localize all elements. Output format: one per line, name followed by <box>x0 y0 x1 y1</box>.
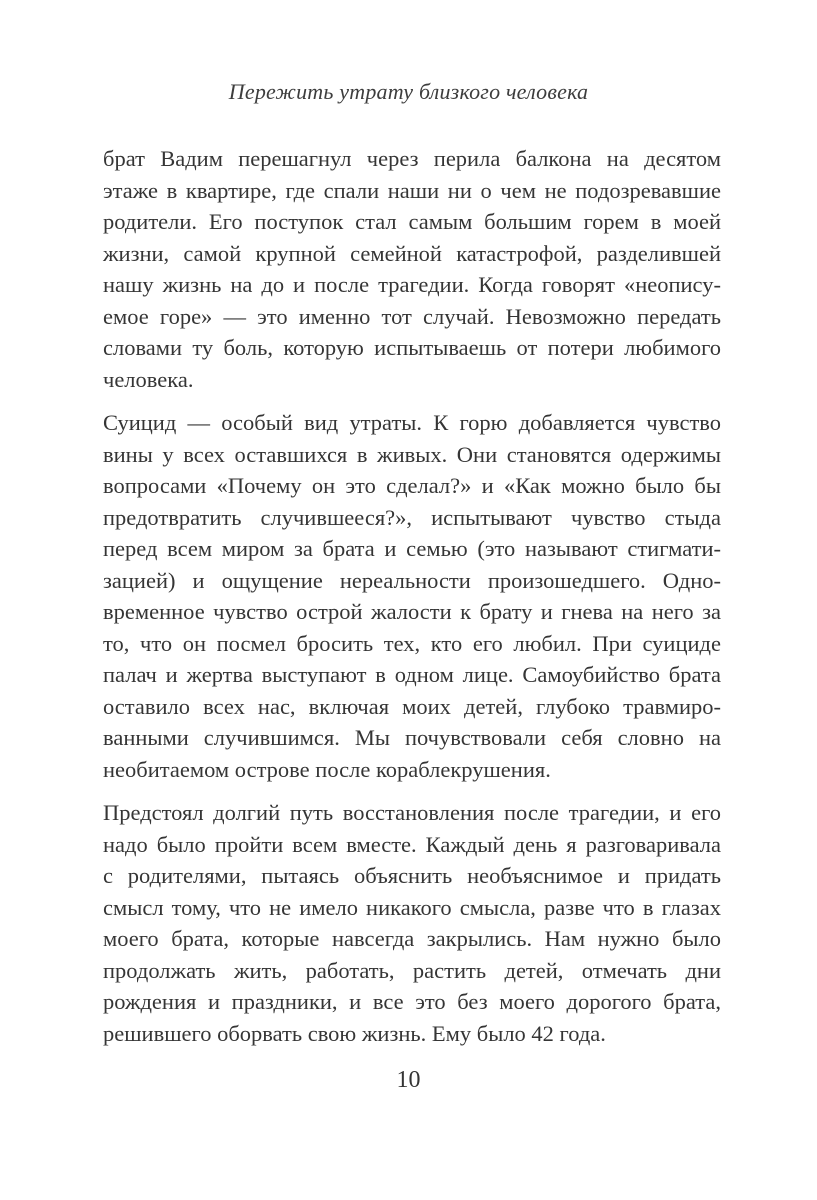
text-line: надо было пройти всем вместе. Каждый день я разговаривала <box>103 831 721 857</box>
text-line: палач и жертва выступают в одном лице. Самоубийство брата <box>103 662 721 687</box>
text-line: емое горе» — это именно тот случай. Невозможно передать <box>103 303 721 329</box>
text-line: вины у всех оставшихся в живых. Они становятся одержимы <box>103 441 721 467</box>
running-head: Пережить утрату близкого человека <box>228 79 589 104</box>
text-line: нашу жизнь на до и после трагедии. Когда говорят «неопису- <box>103 272 721 297</box>
text-line: словами ту боль, которую испытываешь от потери любимого <box>103 335 721 360</box>
text-line: вопросами «Почему он это сделал?» и «Как можно было бы <box>103 473 721 498</box>
text-line: перед всем миром за брата и семью (это называют стигмати- <box>103 536 721 561</box>
text-line: родители. Его поступок стал самым большим горем в моей <box>103 209 721 234</box>
text-line: предотвратить случившееся?», испытывают чувство стыда <box>103 504 721 530</box>
text-line: решившего оборвать свою жизнь. Ему было 42 года. <box>103 1020 606 1046</box>
paragraph <box>103 407 721 785</box>
text-line: брат Вадим перешагнул через перила балкона на десятом <box>103 146 721 171</box>
text-line: оставило всех нас, включая моих детей, глубоко травмиро- <box>103 693 721 719</box>
text-line: человека. <box>103 366 194 392</box>
text-line: смысл тому, что не имело никакого смысла, разве что в глазах <box>103 894 721 920</box>
text-line: с родителями, пытаясь объяснить необъяснимое и придать <box>103 863 721 888</box>
page-number: 10 <box>396 1067 421 1093</box>
text-line: рождения и праздники, и все это без моего дорогого брата, <box>103 989 721 1014</box>
text-line: ванными случившимся. Мы почувствовали себя словно на <box>103 725 721 750</box>
text-line: временное чувство острой жалости к брату и гнева на него за <box>103 599 721 624</box>
text-line: зацией) и ощущение нереальности произошедшего. Одно- <box>103 567 721 593</box>
paragraph <box>103 797 721 1049</box>
text-line: моего брата, которые навсегда закрылись. Нам нужно было <box>103 926 721 951</box>
text-line: Предстоял долгий путь восстановления после трагедии, и его <box>103 800 721 825</box>
text-line: этаже в квартире, где спали наши ни о чем не подозревавшие <box>103 177 721 203</box>
text-line: необитаемом острове после кораблекрушения. <box>103 756 551 782</box>
body-text <box>103 143 721 1061</box>
paragraph <box>103 143 721 395</box>
text-line: то, что он посмел бросить тех, кто его любил. При суициде <box>103 630 721 656</box>
text-line: Суицид — особый вид утраты. К горю добавляется чувство <box>103 410 721 435</box>
text-line: жизни, самой крупной семейной катастрофой, разделившей <box>103 240 721 266</box>
text-line: продолжать жить, работать, растить детей, отмечать дни <box>103 957 721 983</box>
